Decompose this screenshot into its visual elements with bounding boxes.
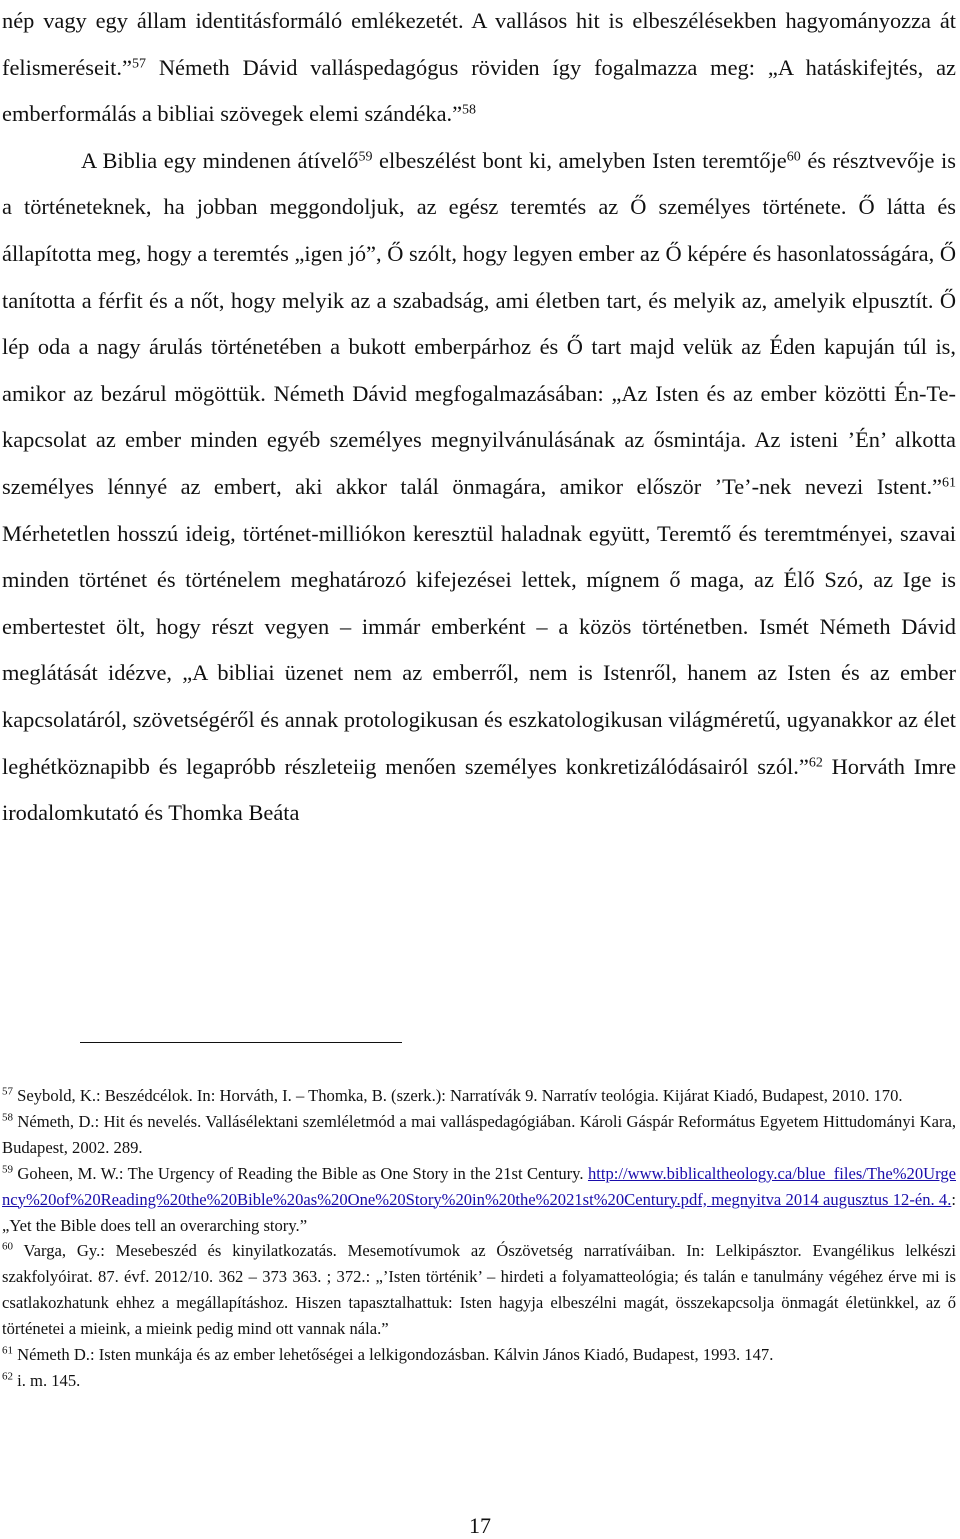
footnote-text: Seybold, K.: Beszédcélok. In: Horváth, I. – Thomka, B. (szerk.): Narratívák 9. Narratív teológia. Kijárat Kiadó, Budapest, 2010. 170. (13, 1086, 903, 1105)
footnote (2, 1368, 956, 1394)
main-text (2, 0, 956, 837)
page-number: 17 (469, 1513, 491, 1538)
paragraph-text: Mérhetetlen hosszú ideig, történet-milliókon keresztül haladnak együtt, Teremtő és teremtményei, szavai minden történet és történelem meghatározó kifejezései lettek, mígnem ő maga, az Élő Szó, az Ige is embertestet ölt, hogy részt vegyen – immár emberként – a közös történetben. Ismét Németh Dávid meglátását idézve, „A bibliai üzenet nem az emberről, nem is Istenről, hanem az Isten és az ember kapcsolatáról, szövetségéről és annak protologikusan és eszkatologikusan világméretű, ugyanakkor az élet leghétköznapibb és legapróbb részleteiig menően személyes konkretizálódásairól szól.” (2, 520, 956, 779)
footnote-marker: 57 (131, 55, 146, 71)
paragraph-text: elbeszélést bont ki, amelyben Isten teremtője (372, 147, 787, 173)
footnote-number: 57 (2, 1085, 13, 1098)
footnote (2, 1161, 956, 1239)
footnote-text: : „Yet the Bible does tell an overarching story.” (2, 1189, 956, 1235)
footnote-text: Varga, Gy.: Mesebeszéd és kinyilatkozatás. Mesemotívumok az Ószövetség narratíváiban. In: Lelkipásztor. Evangélikus lelkészi szakfolyóirat. 87. évf. 2012/10. 362 – 373 363. ; 372.: „’Isten történik’ – hirdeti a folyamatteológia; és talán e tanulmány végéhez érve mi is csatlakozhatunk ehhez a megállapításhoz. Hiszen tapasztalhattuk: Isten hagyja elbeszélni magát, összekapcsolja önmagát életünkkel, az ő történetei a mieink, a mieink pedig mind ott vannak nála.” (2, 1241, 956, 1339)
footnote-marker: 59 (358, 149, 373, 165)
footnote-text: Goheen, M. W.: The Urgency of Reading the Bible as One Story in the 21st Century. (13, 1163, 584, 1183)
footnote-number: 62 (2, 1370, 13, 1383)
footnote-link[interactable]: http://www.biblicaltheology.ca/blue_files/The%20Urgency%20of%20Reading%20the%20Bible%20as%20One%20Story%20in%20the%2021st%20Century.pdf, megnyitva 2014 augusztus 12-én. 4. (2, 1163, 956, 1209)
paragraph-text: Németh Dávid valláspedagógus röviden így fogalmazza meg: „A hatáskifejtés, az emberformálás a bibliai szövegek elemi szándéka.” (2, 54, 956, 127)
footnote-number: 61 (2, 1344, 13, 1357)
body-paragraph (2, 138, 956, 837)
footnote-marker: 58 (462, 102, 477, 118)
footnote (2, 1238, 956, 1342)
footnote-separator (80, 1042, 402, 1043)
paragraph-text: Horváth Imre irodalomkutató és Thomka Beáta (2, 753, 957, 826)
paragraph-text: nép vagy egy állam identitásformáló emlékezetét. A vallásos hit is elbeszélésekben hagyományozza át felismeréseit.” (2, 8, 956, 80)
footnote-number: 58 (2, 1111, 13, 1124)
footnote (2, 1109, 956, 1161)
footnote-text: Németh, D.: Hit és nevelés. Vallásélektani szemléletmód a mai valláspedagógiában. Károli Gáspár Református Egyetem Hittudományi Kara, Budapest, 2002. 289. (2, 1111, 956, 1157)
footnote-text: Németh D.: Isten munkája és az ember lehetőségei a lelkigondozásban. Kálvin János Kiadó, Budapest, 1993. 147. (13, 1345, 774, 1365)
footnote-text: i. m. 145. (13, 1370, 81, 1390)
footnote-number: 60 (2, 1240, 13, 1253)
footnote-marker: 62 (808, 754, 823, 770)
paragraph-text: A Biblia egy mindenen átívelő (81, 147, 359, 173)
footnote-marker: 61 (942, 475, 956, 491)
footnote-number: 59 (2, 1163, 13, 1176)
footnotes (2, 1083, 956, 1394)
footnote (2, 1083, 956, 1109)
footnote (2, 1342, 956, 1368)
body-paragraph (2, 0, 956, 138)
footnote-marker: 60 (786, 149, 801, 165)
paragraph-text: és résztvevője is a történeteknek, ha jobban meggondoljuk, az egész teremtés az Ő személyes története. Ő látta és állapította meg, hogy a teremtés „igen jó”, Ő szólt, hogy legyen ember az Ő képére és hasonlatosságára, Ő tanította a férfit és a nőt, hogy melyik az a szabadság, ami életben tart, és melyik az, amelyik elpusztít. Ő lép oda a nagy árulás történetében a bukott emberpárhoz és Ő tart majd velük az Éden kapuján túl is, amikor az bezárul mögöttük. Németh Dávid megfogalmazásában: „Az Isten és az ember közötti Én-Te-kapcsolat az ember minden egyéb személyes megnyilvánulásának az ősmintája. Az isteni ’Én’ alkotta személyes lénnyé az embert, aki akkor talál önmagára, amikor először ’Te’-nek nevezi Istent.” (2, 147, 956, 499)
